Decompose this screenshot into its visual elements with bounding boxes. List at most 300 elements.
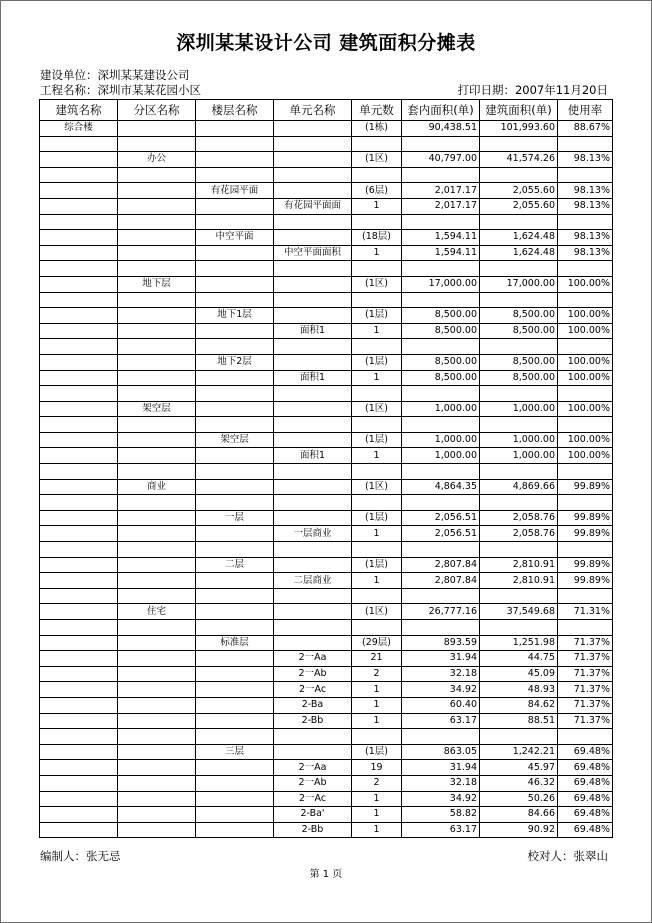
table-cell (196, 666, 274, 682)
table-cell: 1 (352, 573, 402, 589)
table-cell (118, 339, 196, 355)
table-cell: 40,797.00 (402, 152, 480, 168)
table-cell: 架空层 (196, 432, 274, 448)
project-line (40, 82, 201, 98)
table-cell: 2,058.76 (480, 526, 558, 542)
table-cell (274, 401, 352, 417)
table-row (40, 308, 613, 324)
table-cell: 71.37% (558, 682, 613, 698)
table-cell (40, 822, 118, 838)
table-cell (118, 635, 196, 651)
table-cell (40, 713, 118, 729)
table-cell (118, 542, 196, 558)
table-cell: 2,055.60 (480, 198, 558, 214)
table-cell (402, 292, 480, 308)
table-cell: 34.92 (402, 791, 480, 807)
table-cell (352, 214, 402, 230)
table-row (40, 214, 613, 230)
table-cell (274, 136, 352, 152)
table-cell (480, 167, 558, 183)
table-cell (402, 167, 480, 183)
table-cell (274, 386, 352, 402)
table-cell: 60.40 (402, 697, 480, 713)
table-cell: 1,000.00 (480, 448, 558, 464)
table-cell (274, 464, 352, 480)
table-cell (40, 292, 118, 308)
table-cell (352, 136, 402, 152)
table-cell (40, 557, 118, 573)
table-row (40, 245, 613, 261)
table-cell: (1层) (352, 510, 402, 526)
table-cell (40, 261, 118, 277)
table-cell: 71.37% (558, 713, 613, 729)
table-row (40, 152, 613, 168)
table-cell (352, 292, 402, 308)
table-cell (274, 261, 352, 277)
table-cell (274, 152, 352, 168)
table-cell (118, 651, 196, 667)
table-cell: (29层) (352, 635, 402, 651)
table-row (40, 775, 613, 791)
table-cell: 84.62 (480, 697, 558, 713)
builder-line (40, 67, 190, 83)
table-cell (40, 464, 118, 480)
table-cell (480, 464, 558, 480)
table-cell (402, 261, 480, 277)
table-cell (40, 214, 118, 230)
table-row (40, 526, 613, 542)
table-cell (40, 526, 118, 542)
table-cell (40, 386, 118, 402)
table-cell (402, 729, 480, 745)
table-row (40, 417, 613, 433)
table-cell (274, 557, 352, 573)
table-cell (196, 198, 274, 214)
table-cell (274, 292, 352, 308)
table-row (40, 682, 613, 698)
table-cell (558, 620, 613, 636)
table-cell: 1 (352, 448, 402, 464)
table-cell: (1层) (352, 308, 402, 324)
table-row (40, 354, 613, 370)
table-cell (274, 276, 352, 292)
table-cell: 办公 (118, 152, 196, 168)
col-header: 建筑名称 (40, 100, 118, 121)
table-cell (274, 183, 352, 199)
table-cell: 二层 (196, 557, 274, 573)
table-cell (402, 339, 480, 355)
table-cell (352, 729, 402, 745)
table-cell (40, 448, 118, 464)
table-cell (118, 510, 196, 526)
table-cell (274, 308, 352, 324)
table-body (40, 121, 613, 838)
table-cell (40, 697, 118, 713)
table-cell (118, 323, 196, 339)
table-cell (558, 339, 613, 355)
table-cell (118, 121, 196, 137)
table-cell (196, 339, 274, 355)
table-cell (274, 588, 352, 604)
table-cell (118, 791, 196, 807)
table-row (40, 573, 613, 589)
table-cell (352, 167, 402, 183)
table-cell (40, 760, 118, 776)
table-cell: 98.13% (558, 183, 613, 199)
table-cell: 71.37% (558, 666, 613, 682)
table-cell: 2 (352, 666, 402, 682)
table-cell: 1 (352, 822, 402, 838)
table-cell (196, 760, 274, 776)
table-cell: 2-Ba (274, 697, 352, 713)
table-cell (196, 214, 274, 230)
project-value: 深圳市某某花园小区 (97, 83, 201, 97)
table-cell (196, 526, 274, 542)
table-cell: 2-Bb (274, 713, 352, 729)
table-cell: 8,500.00 (402, 323, 480, 339)
table-cell (40, 510, 118, 526)
table-cell (274, 432, 352, 448)
checker-value: 张翠山 (573, 849, 608, 863)
table-cell: 标准层 (196, 635, 274, 651)
table-cell: 1 (352, 198, 402, 214)
table-cell (480, 214, 558, 230)
page-number: 第 1 页 (309, 869, 343, 880)
table-cell (274, 417, 352, 433)
table-cell (196, 292, 274, 308)
table-row (40, 697, 613, 713)
table-cell: (1层) (352, 432, 402, 448)
table-cell (118, 495, 196, 511)
table-cell: 8,500.00 (402, 354, 480, 370)
table-cell: 88.51 (480, 713, 558, 729)
editor-line (40, 848, 121, 864)
table-cell: (1层) (352, 557, 402, 573)
col-header: 分区名称 (118, 100, 196, 121)
table-cell: 101,993.60 (480, 121, 558, 137)
table-cell (118, 167, 196, 183)
table-cell: (1层) (352, 354, 402, 370)
table-cell (118, 713, 196, 729)
table-cell: 41,574.26 (480, 152, 558, 168)
table-row (40, 510, 613, 526)
table-cell: 2,056.51 (402, 510, 480, 526)
table-row (40, 822, 613, 838)
table-cell: 863.05 (402, 744, 480, 760)
table-cell (118, 354, 196, 370)
table-cell (40, 245, 118, 261)
table-cell (352, 620, 402, 636)
table-row (40, 401, 613, 417)
table-cell (402, 464, 480, 480)
table-cell (196, 807, 274, 823)
table-cell (40, 417, 118, 433)
table-cell (118, 245, 196, 261)
table-cell (40, 495, 118, 511)
table-cell (40, 308, 118, 324)
table-cell (40, 682, 118, 698)
table-cell (274, 620, 352, 636)
table-row (40, 760, 613, 776)
table-cell (558, 417, 613, 433)
table-cell (480, 292, 558, 308)
table-cell: (1区) (352, 479, 402, 495)
table-cell (40, 620, 118, 636)
table-cell: 98.13% (558, 198, 613, 214)
table-cell (40, 791, 118, 807)
table-cell: 99.89% (558, 526, 613, 542)
table-cell (274, 604, 352, 620)
table-cell (118, 261, 196, 277)
table-row (40, 635, 613, 651)
table-cell: 100.00% (558, 323, 613, 339)
table-cell: 46.32 (480, 775, 558, 791)
table-cell (196, 261, 274, 277)
table-cell (118, 464, 196, 480)
table-cell: 2一Ac (274, 682, 352, 698)
table-row (40, 230, 613, 246)
table-cell (352, 417, 402, 433)
print-date-value: 2007年11月20日 (514, 83, 608, 97)
builder-label: 建设单位： (40, 68, 98, 82)
table-cell: 2一Aa (274, 651, 352, 667)
table-cell: 2,058.76 (480, 510, 558, 526)
table-cell: 98.13% (558, 152, 613, 168)
table-cell (40, 136, 118, 152)
table-cell: 1 (352, 791, 402, 807)
table-cell: (6层) (352, 183, 402, 199)
table-cell: 84.66 (480, 807, 558, 823)
table-cell (118, 666, 196, 682)
table-cell: 2,055.60 (480, 183, 558, 199)
table-row (40, 620, 613, 636)
col-header: 楼层名称 (196, 100, 274, 121)
table-cell: 37,549.68 (480, 604, 558, 620)
table-cell: 50.26 (480, 791, 558, 807)
table-cell (480, 620, 558, 636)
table-cell (118, 198, 196, 214)
area-allocation-table (39, 99, 613, 838)
table-cell (558, 136, 613, 152)
table-cell (196, 121, 274, 137)
table-cell: 2一Ab (274, 666, 352, 682)
table-cell: 中空平面 (196, 230, 274, 246)
table-cell (118, 370, 196, 386)
table-cell (40, 604, 118, 620)
table-cell: 一层 (196, 510, 274, 526)
table-cell: 2,807.84 (402, 557, 480, 573)
table-cell (402, 136, 480, 152)
table-cell: 1,594.11 (402, 230, 480, 246)
table-cell: 100.00% (558, 370, 613, 386)
table-cell: (1区) (352, 604, 402, 620)
table-cell (402, 620, 480, 636)
table-cell (40, 666, 118, 682)
table-cell (196, 167, 274, 183)
table-cell: 100.00% (558, 432, 613, 448)
table-cell (558, 386, 613, 402)
table-cell: 21 (352, 651, 402, 667)
table-cell (40, 651, 118, 667)
table-cell (196, 401, 274, 417)
table-cell (40, 479, 118, 495)
table-row (40, 604, 613, 620)
table-row (40, 198, 613, 214)
table-cell: 三层 (196, 744, 274, 760)
table-cell: 2 (352, 775, 402, 791)
table-cell (402, 588, 480, 604)
table-cell (40, 230, 118, 246)
table-cell (118, 744, 196, 760)
table-cell (274, 230, 352, 246)
table-row (40, 323, 613, 339)
table-cell: 17,000.00 (402, 276, 480, 292)
table-cell (118, 729, 196, 745)
table-cell: 一层商业 (274, 526, 352, 542)
table-row (40, 791, 613, 807)
table-cell (352, 339, 402, 355)
table-cell (40, 401, 118, 417)
table-row (40, 261, 613, 277)
table-cell (480, 261, 558, 277)
table-cell (40, 152, 118, 168)
table-cell: 100.00% (558, 308, 613, 324)
table-cell: 31.94 (402, 651, 480, 667)
table-cell: (1层) (352, 744, 402, 760)
table-cell: 地下层 (118, 276, 196, 292)
table-cell: 地下1层 (196, 308, 274, 324)
table-cell (40, 370, 118, 386)
table-cell (274, 510, 352, 526)
table-cell: (1区) (352, 401, 402, 417)
table-cell (40, 339, 118, 355)
table-cell: 地下2层 (196, 354, 274, 370)
table-cell: 综合楼 (40, 121, 118, 137)
table-cell (196, 573, 274, 589)
table-cell: 34.92 (402, 682, 480, 698)
table-cell: 100.00% (558, 354, 613, 370)
table-cell (196, 822, 274, 838)
table-cell (196, 386, 274, 402)
table-cell: 45.97 (480, 760, 558, 776)
table-cell: 1,000.00 (480, 401, 558, 417)
table-row (40, 339, 613, 355)
table-cell: 88.67% (558, 121, 613, 137)
table-cell (40, 183, 118, 199)
table-cell: 8,500.00 (402, 370, 480, 386)
table-cell: 48.93 (480, 682, 558, 698)
table-cell: 100.00% (558, 401, 613, 417)
checker-label: 校对人： (527, 849, 574, 863)
table-cell: 2,017.17 (402, 183, 480, 199)
table-cell: 99.89% (558, 573, 613, 589)
table-cell: 69.48% (558, 775, 613, 791)
table-cell (558, 464, 613, 480)
table-cell: 893.59 (402, 635, 480, 651)
table-cell: 2,810.91 (480, 573, 558, 589)
table-cell (118, 386, 196, 402)
table-cell (558, 588, 613, 604)
table-cell (40, 354, 118, 370)
table-cell: 商业 (118, 479, 196, 495)
table-cell: 69.48% (558, 807, 613, 823)
table-cell (118, 417, 196, 433)
table-cell: 2一Ac (274, 791, 352, 807)
table-cell: 26,777.16 (402, 604, 480, 620)
table-cell (118, 775, 196, 791)
table-cell (558, 542, 613, 558)
table-cell (118, 136, 196, 152)
table-cell: 1 (352, 323, 402, 339)
table-cell (196, 682, 274, 698)
table-cell: 100.00% (558, 448, 613, 464)
table-cell (196, 775, 274, 791)
table-cell (40, 323, 118, 339)
table-cell: (1区) (352, 152, 402, 168)
table-cell (402, 542, 480, 558)
table-cell (352, 261, 402, 277)
table-cell (40, 198, 118, 214)
table-cell: 63.17 (402, 713, 480, 729)
print-date-label: 打印日期： (457, 83, 515, 97)
table-cell: 面积1 (274, 323, 352, 339)
table-cell (558, 292, 613, 308)
table-cell: 二层商业 (274, 573, 352, 589)
table-row (40, 432, 613, 448)
table-cell: 架空层 (118, 401, 196, 417)
table-cell: 2-Ba' (274, 807, 352, 823)
table-cell (402, 386, 480, 402)
table-cell (196, 245, 274, 261)
table-cell (402, 495, 480, 511)
table-cell (274, 121, 352, 137)
table-cell (480, 339, 558, 355)
table-cell (40, 635, 118, 651)
table-cell: 2,017.17 (402, 198, 480, 214)
table-cell (196, 542, 274, 558)
table-cell (118, 822, 196, 838)
table-cell (480, 542, 558, 558)
table-cell (274, 339, 352, 355)
table-row (40, 448, 613, 464)
table-cell: 1,242.21 (480, 744, 558, 760)
table-cell (196, 729, 274, 745)
table-cell (274, 635, 352, 651)
table-cell: 69.48% (558, 822, 613, 838)
table-cell (274, 729, 352, 745)
table-cell: 1,000.00 (402, 401, 480, 417)
table-cell (352, 386, 402, 402)
table-cell (118, 448, 196, 464)
table-cell: (1区) (352, 276, 402, 292)
table-cell (196, 370, 274, 386)
table-cell (558, 167, 613, 183)
table-cell: 100.00% (558, 276, 613, 292)
table-cell: 1 (352, 526, 402, 542)
table-row (40, 807, 613, 823)
table-cell: 4,864.35 (402, 479, 480, 495)
table-cell (118, 573, 196, 589)
table-cell (196, 276, 274, 292)
table-cell (352, 542, 402, 558)
table-row (40, 370, 613, 386)
table-cell: (18层) (352, 230, 402, 246)
table-cell (40, 573, 118, 589)
table-cell (118, 620, 196, 636)
table-cell: 有花园平面面 (274, 198, 352, 214)
table-cell (196, 323, 274, 339)
table-cell: 1 (352, 807, 402, 823)
